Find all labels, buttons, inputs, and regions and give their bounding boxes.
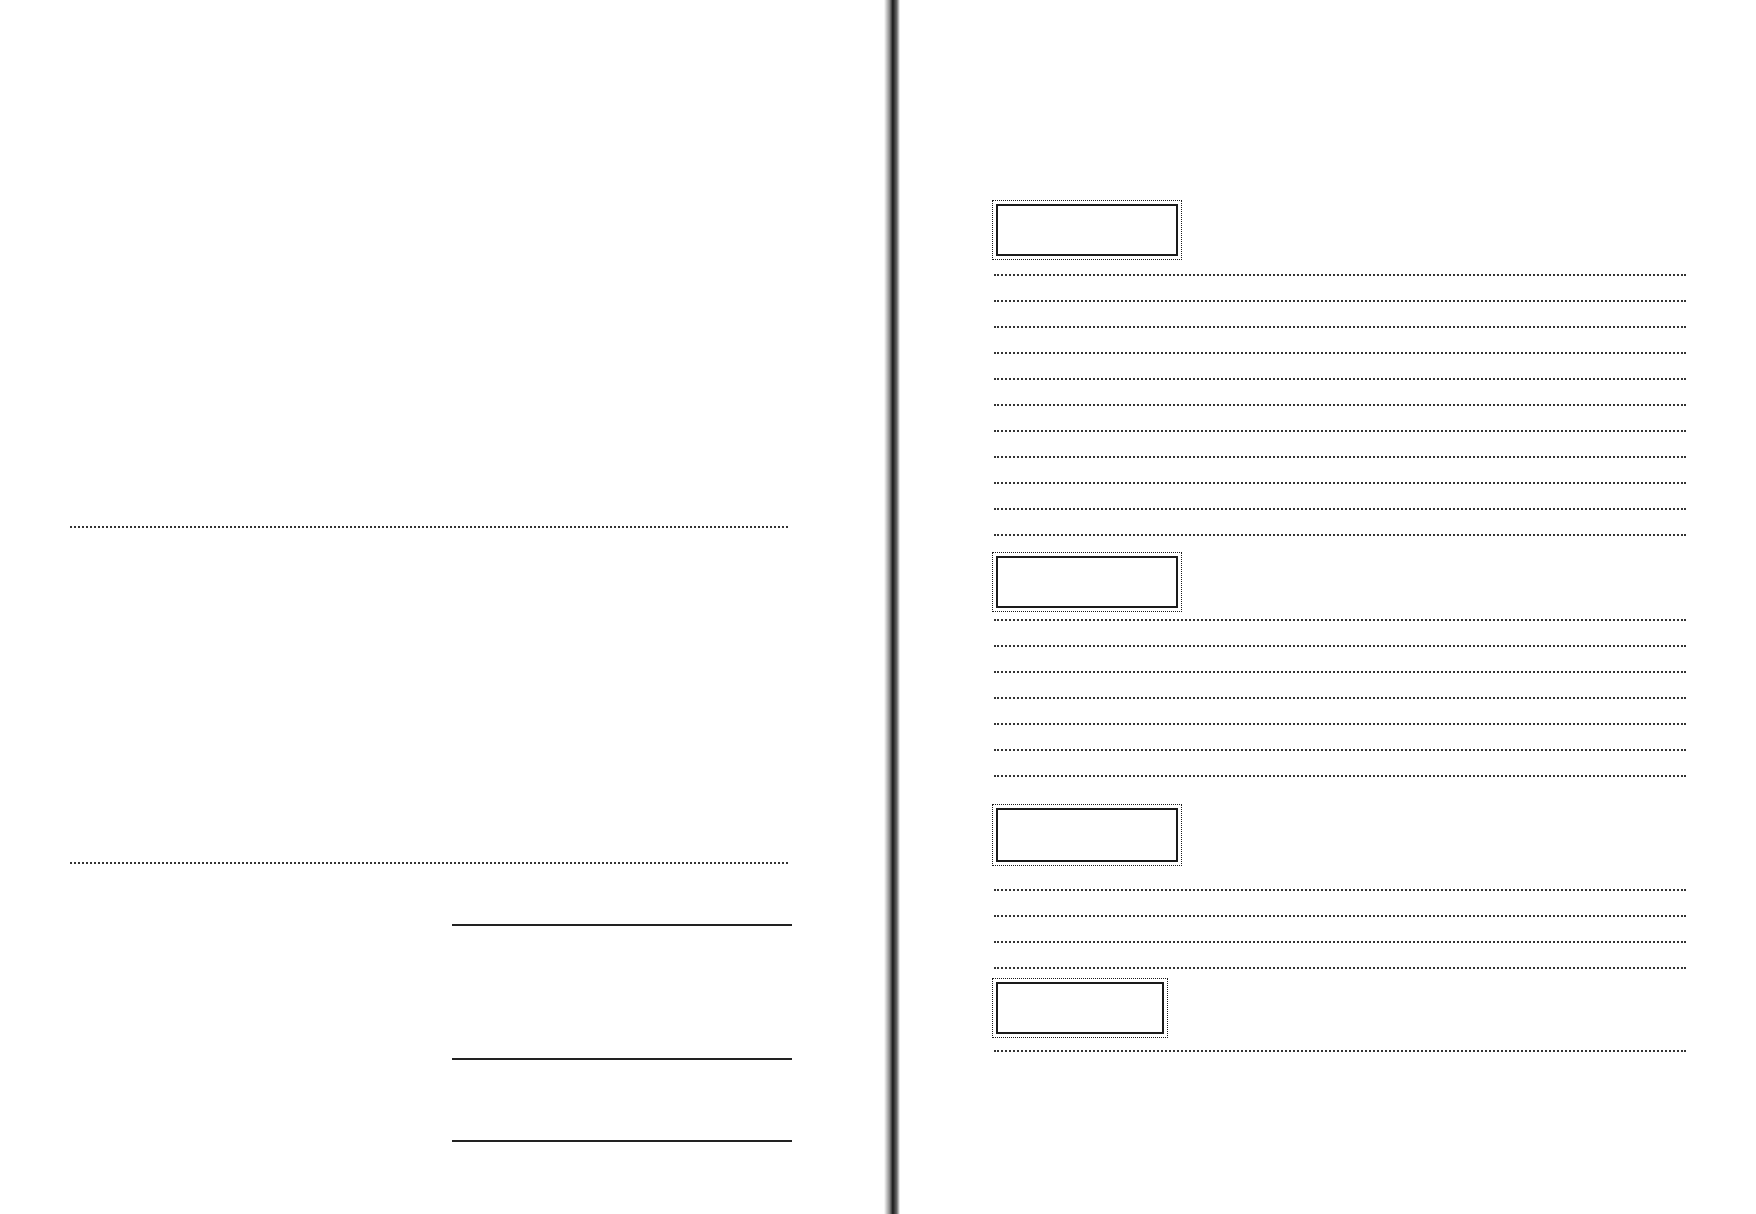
leader-dots [994, 482, 1686, 484]
toc-section-box [996, 982, 1164, 1034]
wavy-divider [70, 862, 788, 864]
toc-entry [990, 466, 1690, 490]
leader-dots [994, 430, 1686, 432]
toc-entry [990, 899, 1690, 923]
toc-section-box [996, 556, 1178, 608]
leader-dots [994, 723, 1686, 725]
toc-entry [990, 1034, 1690, 1058]
toc-entry [990, 440, 1690, 464]
leader-dots [994, 300, 1686, 302]
toc-entry [990, 951, 1690, 975]
leader-dots [994, 404, 1686, 406]
leader-dots [994, 671, 1686, 673]
toc-entry [990, 655, 1690, 679]
leader-dots [994, 697, 1686, 699]
leader-dots [994, 915, 1686, 917]
leader-dots [994, 326, 1686, 328]
leader-dots [994, 967, 1686, 969]
toc-entry [990, 603, 1690, 627]
toc-entry [990, 258, 1690, 282]
book-gutter [884, 0, 900, 1214]
leader-dots [994, 456, 1686, 458]
toc-entry [990, 925, 1690, 949]
toc-entry [990, 284, 1690, 308]
toc-section-box [996, 204, 1178, 256]
leader-dots [994, 775, 1686, 777]
colophon-rule [452, 1058, 792, 1060]
toc-entry [990, 629, 1690, 653]
colophon-rule [452, 924, 792, 926]
toc-entry [990, 681, 1690, 705]
toc-entry [990, 336, 1690, 360]
toc-section-box [996, 808, 1178, 862]
toc-entry [990, 388, 1690, 412]
toc-entry [990, 707, 1690, 731]
toc-entry [990, 733, 1690, 757]
leader-dots [994, 749, 1686, 751]
toc-entry [990, 414, 1690, 438]
colophon-rule [452, 1140, 792, 1142]
leader-dots [994, 1050, 1686, 1052]
leader-dots [994, 508, 1686, 510]
leader-dots [994, 352, 1686, 354]
leader-dots [994, 378, 1686, 380]
leader-dots [994, 534, 1686, 536]
leader-dots [994, 889, 1686, 891]
leader-dots [994, 274, 1686, 276]
toc-entry [990, 362, 1690, 386]
leader-dots [994, 941, 1686, 943]
leader-dots [994, 619, 1686, 621]
leader-dots [994, 645, 1686, 647]
toc-entry [990, 873, 1690, 897]
wavy-divider [70, 526, 788, 528]
toc-entry [990, 518, 1690, 542]
toc-entry [990, 310, 1690, 334]
toc-entry [990, 492, 1690, 516]
toc-entry [990, 759, 1690, 783]
